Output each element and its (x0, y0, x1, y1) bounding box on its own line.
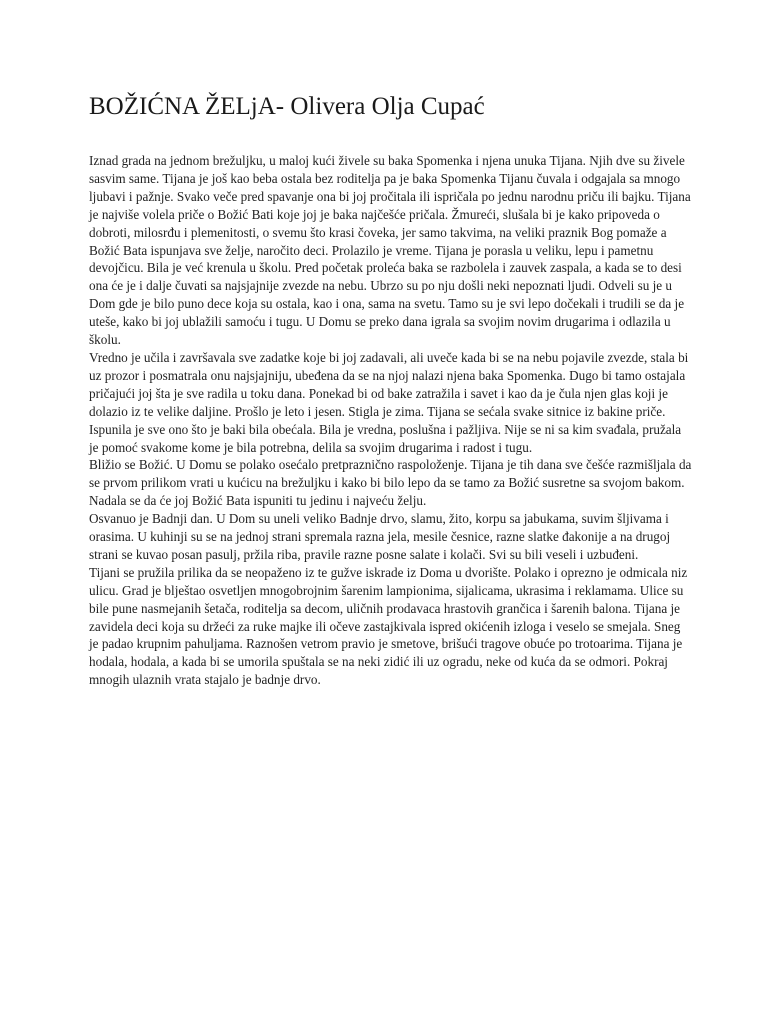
document-title: BOŽIĆNA ŽELjA- Olivera Olja Cupać (89, 93, 485, 120)
document-body (89, 152, 693, 689)
paragraph-4: Osvanuo je Badnji dan. U Dom su uneli veliko Badnje drvo, slamu, žito, korpu sa jabukama, suvim šljivama i orasima. U kuhinji su se na jednoj strani spremala razna jela, mesile česnice, razne slatke đakonije a na drugoj strani se kuvao posan pasulj, pržila riba, pravile razne posne salate i kolači. Svi su bili veseli i uzbuđeni. (89, 511, 671, 562)
paragraph-5: Tijani se pružila prilika da se neopaženo iz te gužve iskrade iz Doma u dvorište. Polako i oprezno je odmicala niz ulicu. Grad je blještao osvetljen mnogobrojnim šarenim lampionima, sijalicama, ukrasima i reklamama. Ulice su bile pune nasmejanih šetača, roditelja sa decom, uličnih prodavaca hrastovih grančica i šarenih balona. Tijana je zavidela deci koja su držeći za ruke majke ili očeve zastajkivala ispred okićenih izloga i veselo se smejala. Sneg je padao krupnim pahuljama. Raznošen vetrom pravio je smetove, brišući tragove obuće po trotoarima. Tijana je hodala, hodala, a kada bi se umorila spuštala se na neki zidić ili uz ogradu, neke od kuća da se odmori. Pokraj mnogih ulaznih vrata stajalo je badnje drvo. (89, 564, 688, 688)
paragraph-2: Vredno je učila i završavala sve zadatke koje bi joj zadavali, ali uveče kada bi se na nebu pojavile zvezde, stala bi uz prozor i posmatrala onu najsjajniju, ubeđena da se na njoj nalazi njena baka Spomenka. Dugo bi tamo ostajala pričajući joj šta je sve radila u toku dana. Ponekad bi od bake zatražila i savet i kao da je čula njen glas koji je dolazio iz te velike daljine. Prošlo je leto i jesen. Stigla je zima. Tijana se sećala svake sitnice iz bakine priče. Ispunila je sve ono što je baki bila obećala. Bila je vredna, poslušna i pažljiva. Nije se ni sa kim svađala, pružala je pomoć svakome kome je bila potrebna, delila sa svojim drugarima i radost i tugu. (89, 349, 689, 455)
paragraph-1: Iznad grada na jednom brežuljku, u maloj kući živele su baka Spomenka i njena unuka Tijana. Njih dve su živele sasvim same. Tijana je još kao beba ostala bez roditelja pa je baka Spomenka Tijanu čuvala i odgajala sa mnogo ljubavi i pažnje. Svako veče pred spavanje ona bi joj pročitala ili ispričala po jednu narodnu priču ili bajku. Tijana je najviše volela priče o Božić Bati koje joj je baka najčešće pričala. Žmureći, slušala bi je kako pripoveda o dobroti, milosrđu i plemenitosti, o svemu što krasi čoveka, jer samo takvima, na veliki praznik Bog pomaže a Božić Bata ispunjava sve želje, naročito deci. Prolazilo je vreme. Tijana je porasla u veliku, lepu i pametnu devojčicu. Bila je već krenula u školu. Pred početak proleća baka se razbolela i zauvek zaspala, a kada se to desi ona će je i dalje čuvati sa najsjajnije zvezde na nebu. Ubrzo su po nju došli neki nepoznati ljudi. Odveli su je u Dom gde je bilo puno dece koja su ostala, kao i ona, sama na svetu. Tamo su je svi lepo dočekali i trudili se da je uteše, kako bi joj ublažili samoću i tugu. U Domu se preko dana igrala sa svojim novim drugarima i odlazila u školu. (89, 153, 691, 348)
paragraph-3: Bližio se Božić. U Domu se polako osećalo pretpraznično raspoloženje. Tijana je tih dana sve češće razmišljala da se prvom prilikom vrati u kućicu na brežuljku i kako bi bilo lepo da se tamo za Božić susretne sa svojom bakom. Nadala se da će joj Božić Bata ispuniti tu jedinu i najveću želju. (89, 457, 692, 509)
